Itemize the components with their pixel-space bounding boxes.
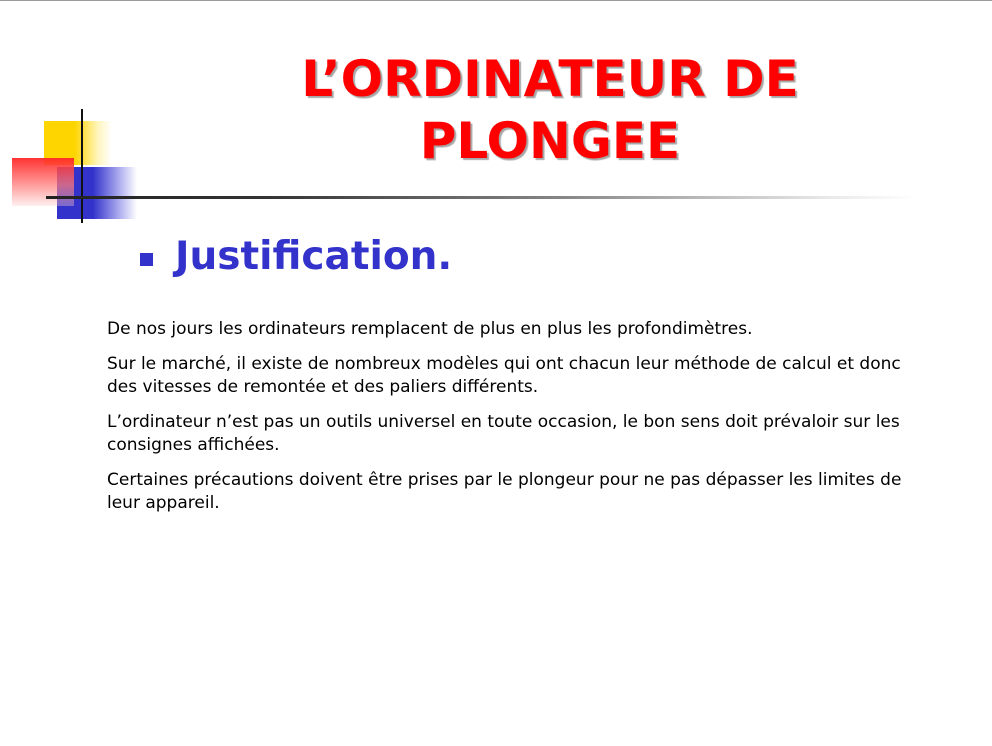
slide-title-line2: PLONGEE [419,112,681,170]
bullet-square-icon [140,253,153,266]
title-underline [46,196,916,199]
paragraph: L’ordinateur n’est pas un outils universel en toute occasion, le bon sens doit prévaloir sur les consignes affichées. [107,412,900,455]
bullet-heading: Justification. [175,234,453,279]
paragraph: Sur le marché, il existe de nombreux modèles qui ont chacun leur méthode de calcul et donc des vitesses de remontée et des paliers différents. [107,354,901,397]
top-border [0,0,992,1]
slide-title-line1: L’ORDINATEUR DE [301,50,799,108]
paragraph: Certaines précautions doivent être prises par le plongeur pour ne pas dépasser les limites de leur appareil. [107,470,902,513]
bullet-item [140,232,452,282]
paragraph: De nos jours les ordinateurs remplacent de plus en plus les profondimètres. [107,319,753,339]
slide-body [107,318,907,527]
logo-vertical-line [81,109,83,223]
slide-title [200,48,900,172]
